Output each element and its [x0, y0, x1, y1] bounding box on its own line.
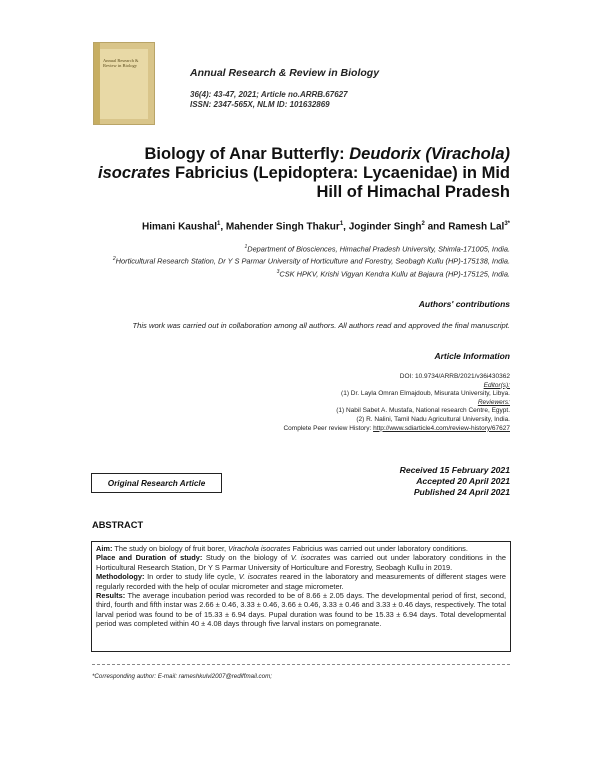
place-text: Study on the biology of: [202, 553, 291, 563]
author-name: Joginder Singh: [348, 221, 422, 233]
reviewer-1: (1) Nabil Sabet A. Mustafa, National research Centre, Egypt.: [336, 407, 510, 415]
author-sup: 2: [421, 221, 425, 227]
abstract-aim: [96, 544, 506, 553]
abstract-heading: ABSTRACT: [92, 520, 144, 530]
affiliation-sup: 2: [112, 256, 116, 263]
doi: DOI: 10.9734/ARRB/2021/v36i430362: [399, 373, 510, 380]
aim-label: Aim:: [96, 544, 113, 553]
author-sup: 1: [339, 221, 344, 227]
corresponding-author-footnote: *Corresponding author: E-mail: rameshkulvi2007@rediffmail.com;: [92, 673, 272, 680]
published-date: Published 24 April 2021: [413, 487, 510, 497]
journal-name: Annual Research & Review in Biology: [190, 67, 380, 79]
editor-label: Editor(s):: [483, 381, 510, 389]
article-title: [92, 145, 510, 202]
review-history: [92, 425, 510, 434]
author-sup: 3*: [504, 221, 510, 227]
journal-cover-thumbnail: [93, 42, 155, 125]
article-info: [92, 373, 510, 433]
contributions-text: This work was carried out in collaboration among all authors. All authors read and approved the final manuscript.: [132, 321, 510, 330]
title-species: Deudorix (Virachola) isocrates: [98, 145, 510, 182]
review-history-link[interactable]: http://www.sdiarticle4.com/review-history/67627: [373, 424, 510, 432]
method-species: V. isocrates: [238, 572, 278, 582]
author-separator: ,: [343, 221, 349, 233]
affiliation-1: [92, 242, 510, 254]
author-list: [92, 221, 510, 232]
author-name: Mahender Singh Thakur: [225, 221, 340, 233]
review-history-label: Complete Peer review History:: [283, 424, 374, 432]
title-part-1: Biology of Anar Butterfly:: [144, 145, 350, 163]
abstract-place: [96, 553, 506, 572]
contributions-heading: Authors' contributions: [418, 299, 510, 309]
abstract-box: [91, 541, 511, 652]
journal-citation: 36(4): 43-47, 2021; Article no.ARRB.67627: [190, 90, 348, 99]
article-dates: [92, 465, 510, 498]
affiliation-2: [92, 254, 510, 266]
place-species: V. isocrates: [290, 553, 331, 563]
reviewers-label: Reviewers:: [477, 398, 510, 406]
affiliation-3: [92, 267, 510, 279]
footnote-divider: [92, 664, 510, 665]
affiliation-sup: 1: [244, 244, 248, 250]
affiliations: [92, 242, 510, 279]
results-text: The average incubation period was recorded to be of 8.66 ± 2.05 days. The developmental period of first, second, third, fourth and fifth instar was 2.66 ± 0.46, 3.33 ± 0.46, 3.66 ± 0.46, 3.33 ± 0.46 and 3.33 ± 0.46 days, respectively. The total larval period was found to be of 15.33 ± 6.94 days. Pupal duration was found to be 15.33 ± 6.94 days. Total developmental period was completed within 40 ± 4.08 days through five larval instars on pomegranate.: [96, 591, 506, 629]
affiliation-text: CSK HPKV, Krishi Vigyan Kendra Kullu at Bajaura (HP)-175125, India.: [279, 269, 510, 279]
reviewer-2: (2) R. Nalini, Tamil Nadu Agricultural University, India.: [356, 415, 510, 423]
received-date: Received 15 February 2021: [399, 465, 510, 475]
abstract-results: [96, 591, 506, 629]
affiliation-text: Horticultural Research Station, Dr Y S Parmar University of Horticulture and Forestry, Seobagh Kullu (HP)-175138, India.: [115, 256, 510, 266]
author-name: Himani Kaushal: [141, 221, 217, 233]
place-label: Place and Duration of study:: [96, 553, 203, 563]
affiliation-sup: 3: [276, 268, 280, 275]
aim-species: Virachola isocrates: [228, 544, 291, 553]
article-info-heading: Article Information: [434, 351, 510, 361]
method-label: Methodology:: [96, 572, 145, 582]
title-part-2: Fabricius (Lepidoptera: Lycaenidae) in Mid Hill of Himachal Pradesh: [170, 164, 510, 201]
journal-issn: ISSN: 2347-565X, NLM ID: 101632869: [190, 100, 330, 109]
cover-title: Annual Research & Review in Biology: [103, 58, 139, 68]
abstract-methodology: [96, 572, 506, 591]
place-text: was carried out under laboratory conditions in the Horticultural Research Station, Dr Y S Parmar University of Horticulture and Forestry, Seobagh Kullu in 2019.: [96, 553, 507, 572]
author-separator: and: [424, 221, 449, 233]
article-type-badge: Original Research Article: [91, 473, 222, 493]
affiliation-text: Department of Biosciences, Himachal Pradesh University, Shimla-171005, India.: [247, 244, 510, 254]
author-name: Ramesh Lal: [448, 221, 505, 233]
method-text: reared in the laboratory and measurements of different stages were regularly recorded with the help of ocular micrometer and stage micrometer.: [96, 572, 506, 591]
aim-text: The study on biology of fruit borer,: [112, 544, 229, 553]
journal-meta: [190, 90, 348, 110]
author-sup: 1: [217, 221, 221, 227]
results-label: Results:: [96, 591, 126, 601]
author-separator: ,: [220, 221, 226, 233]
aim-text: Fabricius was carried out under laboratory conditions.: [290, 544, 468, 553]
accepted-date: Accepted 20 April 2021: [416, 476, 510, 486]
method-text: In order to study life cycle,: [144, 572, 239, 582]
editor: (1) Dr. Layla Omran Elmajdoub, Misurata University, Libya.: [341, 390, 510, 398]
